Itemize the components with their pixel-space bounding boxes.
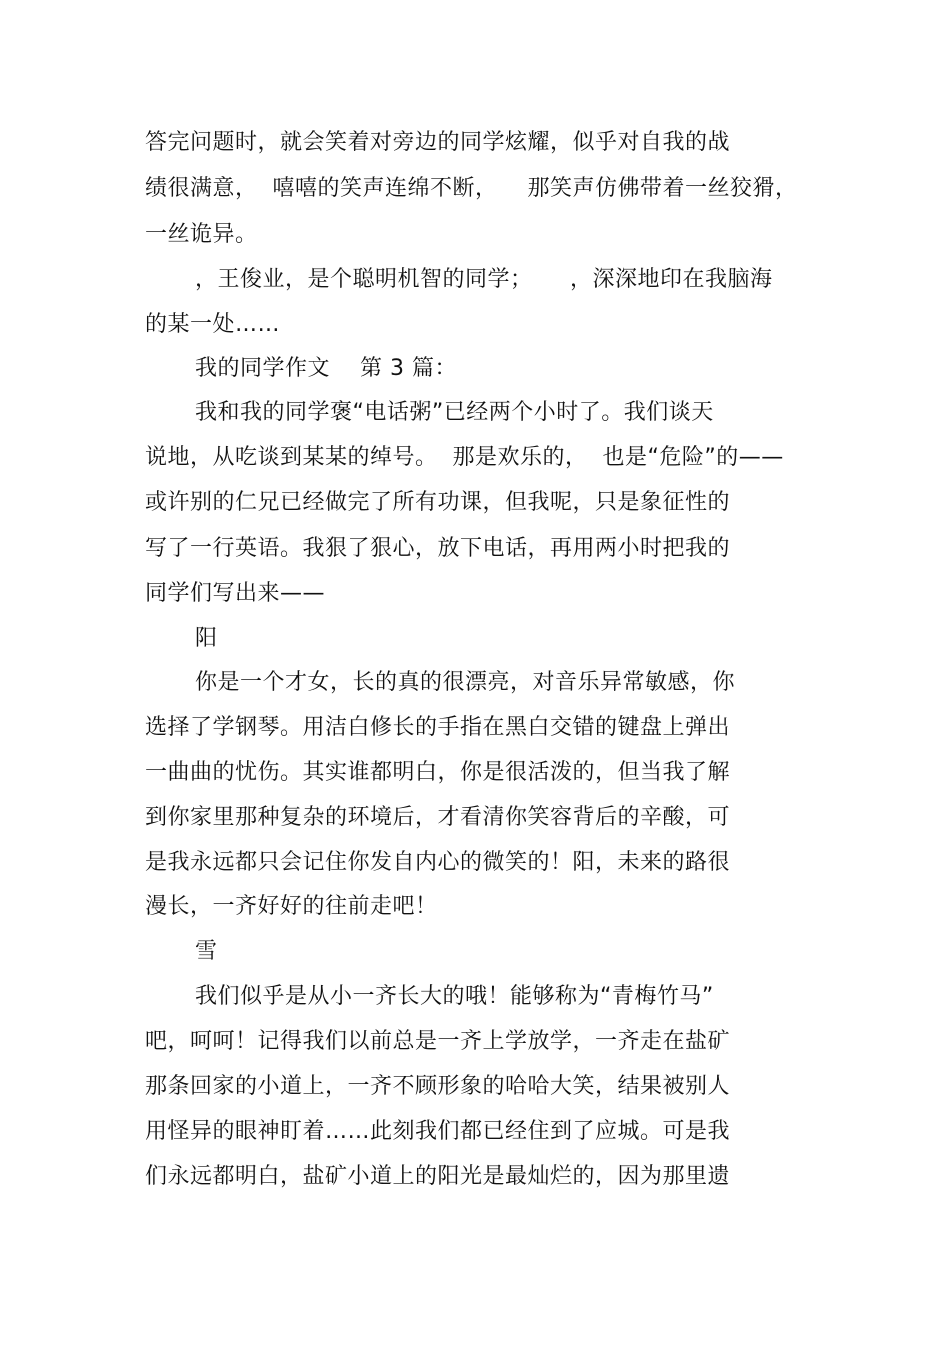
text-line: 那条回家的小道上，一齐不顾形象的哈哈大笑，结果被别人 bbox=[145, 1074, 731, 1099]
text-line: 你是一个才女，长的真的很漂亮，对音乐异常敏感，你 bbox=[195, 670, 736, 695]
text-line: 一曲曲的忧伤。其实谁都明白，你是很活泼的，但当我了解 bbox=[145, 760, 731, 785]
text-line: ，王俊业，是个聪明机智的同学； ，深深地印在我脑海 bbox=[195, 267, 773, 292]
text-line: 答完问题时，就会笑着对旁边的同学炫耀，似乎对自我的战 bbox=[145, 130, 731, 155]
text-line: 到你家里那种复杂的环境后，才看清你笑容背后的辛酸，可 bbox=[145, 805, 731, 830]
text-line: 吧，呵呵！记得我们以前总是一齐上学放学，一齐走在盐矿 bbox=[145, 1029, 731, 1054]
text-line: 漫长，一齐好好的往前走吧！ bbox=[145, 894, 438, 919]
text-line: 同学们写出来—— bbox=[145, 581, 326, 606]
text-line: 我们似乎是从小一齐长大的哦！能够称为“青梅竹马” bbox=[195, 984, 714, 1009]
subheading: 阳 bbox=[195, 626, 218, 651]
text-line: 一丝诡异。 bbox=[145, 222, 258, 247]
text-line: 说地，从吃谈到某某的绰号。 那是欢乐的， 也是“危险”的—— bbox=[145, 445, 784, 470]
text-line: 我和我的同学褒“电话粥”已经两个小时了。我们谈天 bbox=[195, 400, 714, 425]
text-line: 绩很满意， 嘻嘻的笑声连绵不断， 那笑声仿佛带着一丝狡猾， bbox=[145, 176, 798, 201]
text-line: 用怪异的眼神盯着……此刻我们都已经住到了应城。可是我 bbox=[145, 1119, 731, 1144]
text-line: 选择了学钢琴。用洁白修长的手指在黑白交错的键盘上弹出 bbox=[145, 715, 731, 740]
section-heading: 我的同学作文 第 3 篇： bbox=[195, 356, 457, 381]
text-line: 或许别的仁兄已经做完了所有功课，但我呢，只是象征性的 bbox=[145, 490, 731, 515]
text-line: 是我永远都只会记住你发自内心的微笑的！阳，未来的路很 bbox=[145, 850, 731, 875]
text-line: 的某一处…… bbox=[145, 312, 281, 337]
subheading: 雪 bbox=[195, 939, 218, 964]
text-line: 们永远都明白，盐矿小道上的阳光是最灿烂的，因为那里遗 bbox=[145, 1164, 731, 1189]
text-line: 写了一行英语。我狠了狠心，放下电话，再用两小时把我的 bbox=[145, 536, 731, 561]
